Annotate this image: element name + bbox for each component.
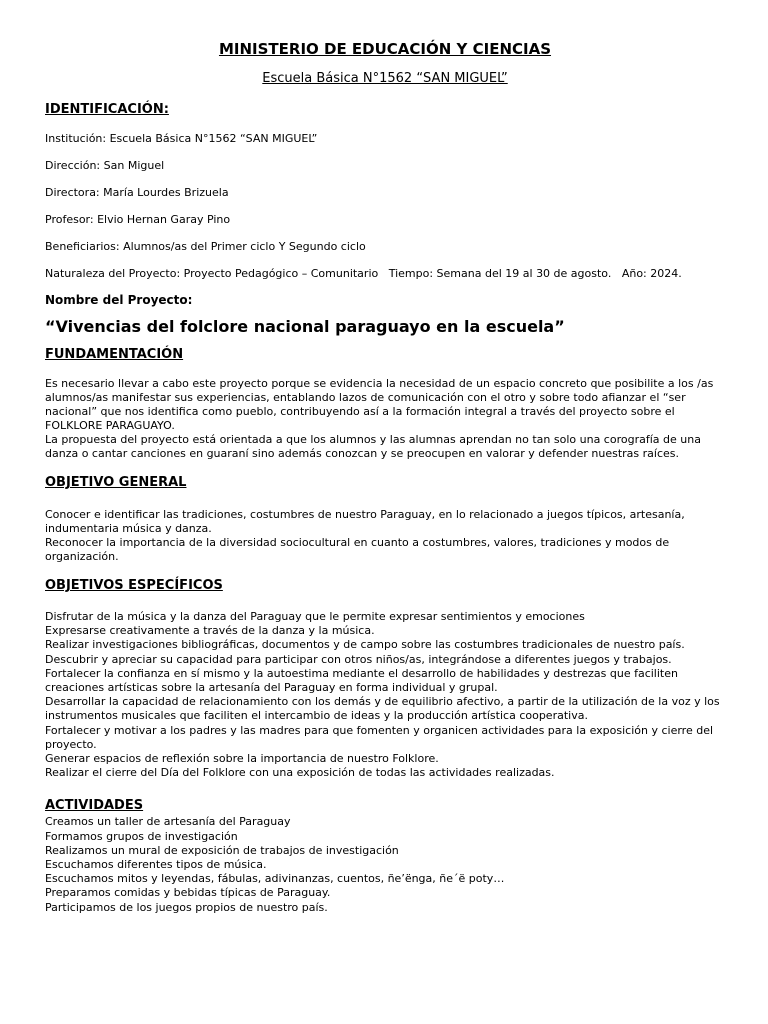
actividades-list	[45, 815, 725, 914]
school-subtitle: Escuela Básica N°1562 “SAN MIGUEL”	[262, 71, 508, 86]
list-item: Fortalecer la confianza en sí mismo y la autoestima mediante el desarrollo de habilidades y destrezas que faciliten creaciones artísticas sobre la artesanía del Paraguay en forma individual y grupal.	[45, 666, 678, 695]
list-item: Escuchamos mitos y leyendas, fábulas, adivinanzas, cuentos, ñe’ënga, ñe´ë poty…	[45, 872, 505, 886]
fundamentacion-paragraph-1: Es necesario llevar a cabo este proyecto porque se evidencia la necesidad de un espacio concreto que posibilite a los /as alumnos/as manifestar sus experiencias, entablando lazos de comunicación con el otro y sobre todo afianzar el “ser nacional” que nos identifica como pueblo, contribuyendo así a la formación integral a través del proyecto sobre el FOLKLORE PARAGUAYO.	[45, 377, 714, 432]
list-item: Realizar investigaciones bibliográficas, documentos y de campo sobre las costumbres tradicionales de nuestro país.	[45, 638, 685, 652]
identificacion-section	[45, 101, 725, 281]
info-institucion: Institución: Escuela Básica N°1562 “SAN MIGUEL”	[45, 132, 318, 145]
list-item: Preparamos comidas y bebidas típicas de Paraguay.	[45, 886, 331, 900]
fundamentacion-paragraph-2: La propuesta del proyecto está orientada a que los alumnos y las alumnas aprendan no tan solo una corografía de una danza o cantar canciones en guaraní sino además conozcan y se preocupen en valorar y defender nuestras raíces.	[45, 433, 701, 460]
info-directora: Directora: María Lourdes Brizuela	[45, 186, 229, 199]
objetivo-general-paragraph-1: Conocer e identificar las tradiciones, costumbres de nuestro Paraguay, en lo relacionado a juegos típicos, artesanía, indumentaria música y danza.	[45, 508, 685, 535]
list-item: Expresarse creativamente a través de la danza y la música.	[45, 624, 375, 638]
objetivo-general-heading: OBJETIVO GENERAL	[45, 475, 187, 490]
list-item: Desarrollar la capacidad de relacionamiento con los demás y de equilibrio afectivo, a partir de la utilización de la voz y los instrumentos musicales que faciliten el intercambio de ideas y la producción artística cooperativa.	[45, 695, 720, 723]
proyecto-section	[45, 292, 725, 338]
objetivos-especificos-heading: OBJETIVOS ESPECÍFICOS	[45, 578, 223, 593]
info-beneficiarios: Beneficiarios: Alumnos/as del Primer ciclo Y Segundo ciclo	[45, 240, 366, 253]
document-page	[45, 38, 725, 915]
objetivo-general-section	[45, 474, 725, 564]
list-item: Realizamos un mural de exposición de trabajos de investigación	[45, 843, 399, 857]
project-name: “Vivencias del folclore nacional paraguayo en la escuela”	[45, 317, 565, 336]
actividades-heading: ACTIVIDADES	[45, 798, 144, 814]
info-naturaleza: Naturaleza del Proyecto: Proyecto Pedagógico – Comunitario Tiempo: Semana del 19 al 30 de agosto. Año: 2024.	[45, 267, 682, 280]
objetivos-especificos-list	[45, 610, 725, 780]
project-name-label: Nombre del Proyecto:	[45, 293, 193, 307]
list-item: Realizar el cierre del Día del Folklore con una exposición de todas las actividades realizadas.	[45, 766, 555, 780]
fundamentacion-section	[45, 346, 725, 461]
document-title: MINISTERIO DE EDUCACIÓN Y CIENCIAS	[218, 40, 552, 58]
list-item: Formamos grupos de investigación	[45, 829, 238, 843]
list-item: Escuchamos diferentes tipos de música.	[45, 858, 267, 872]
list-item: Participamos de los juegos propios de nuestro país.	[45, 900, 328, 914]
objetivos-especificos-section	[45, 577, 725, 780]
list-item: Disfrutar de la música y la danza del Paraguay que le permite expresar sentimientos y emociones	[45, 610, 585, 623]
list-item: Fortalecer y motivar a los padres y las madres para que fomenten y organicen actividades para la exposición y cierre del proyecto.	[45, 723, 714, 751]
list-item: Descubrir y apreciar su capacidad para participar con otros niños/as, integrándose a diferentes juegos y trabajos.	[45, 652, 672, 666]
info-profesor: Profesor: Elvio Hernan Garay Pino	[45, 213, 231, 226]
info-direccion: Dirección: San Miguel	[45, 159, 165, 172]
identificacion-heading: IDENTIFICACIÓN:	[45, 102, 169, 117]
actividades-section	[45, 797, 725, 914]
objetivo-general-paragraph-2: Reconocer la importancia de la diversidad sociocultural en cuanto a costumbres, valores, tradiciones y modos de organización.	[45, 536, 670, 563]
list-item: Creamos un taller de artesanía del Paraguay	[45, 815, 291, 829]
fundamentacion-heading: FUNDAMENTACIÓN	[45, 347, 184, 362]
list-item: Generar espacios de reflexión sobre la importancia de nuestro Folklore.	[45, 752, 439, 766]
